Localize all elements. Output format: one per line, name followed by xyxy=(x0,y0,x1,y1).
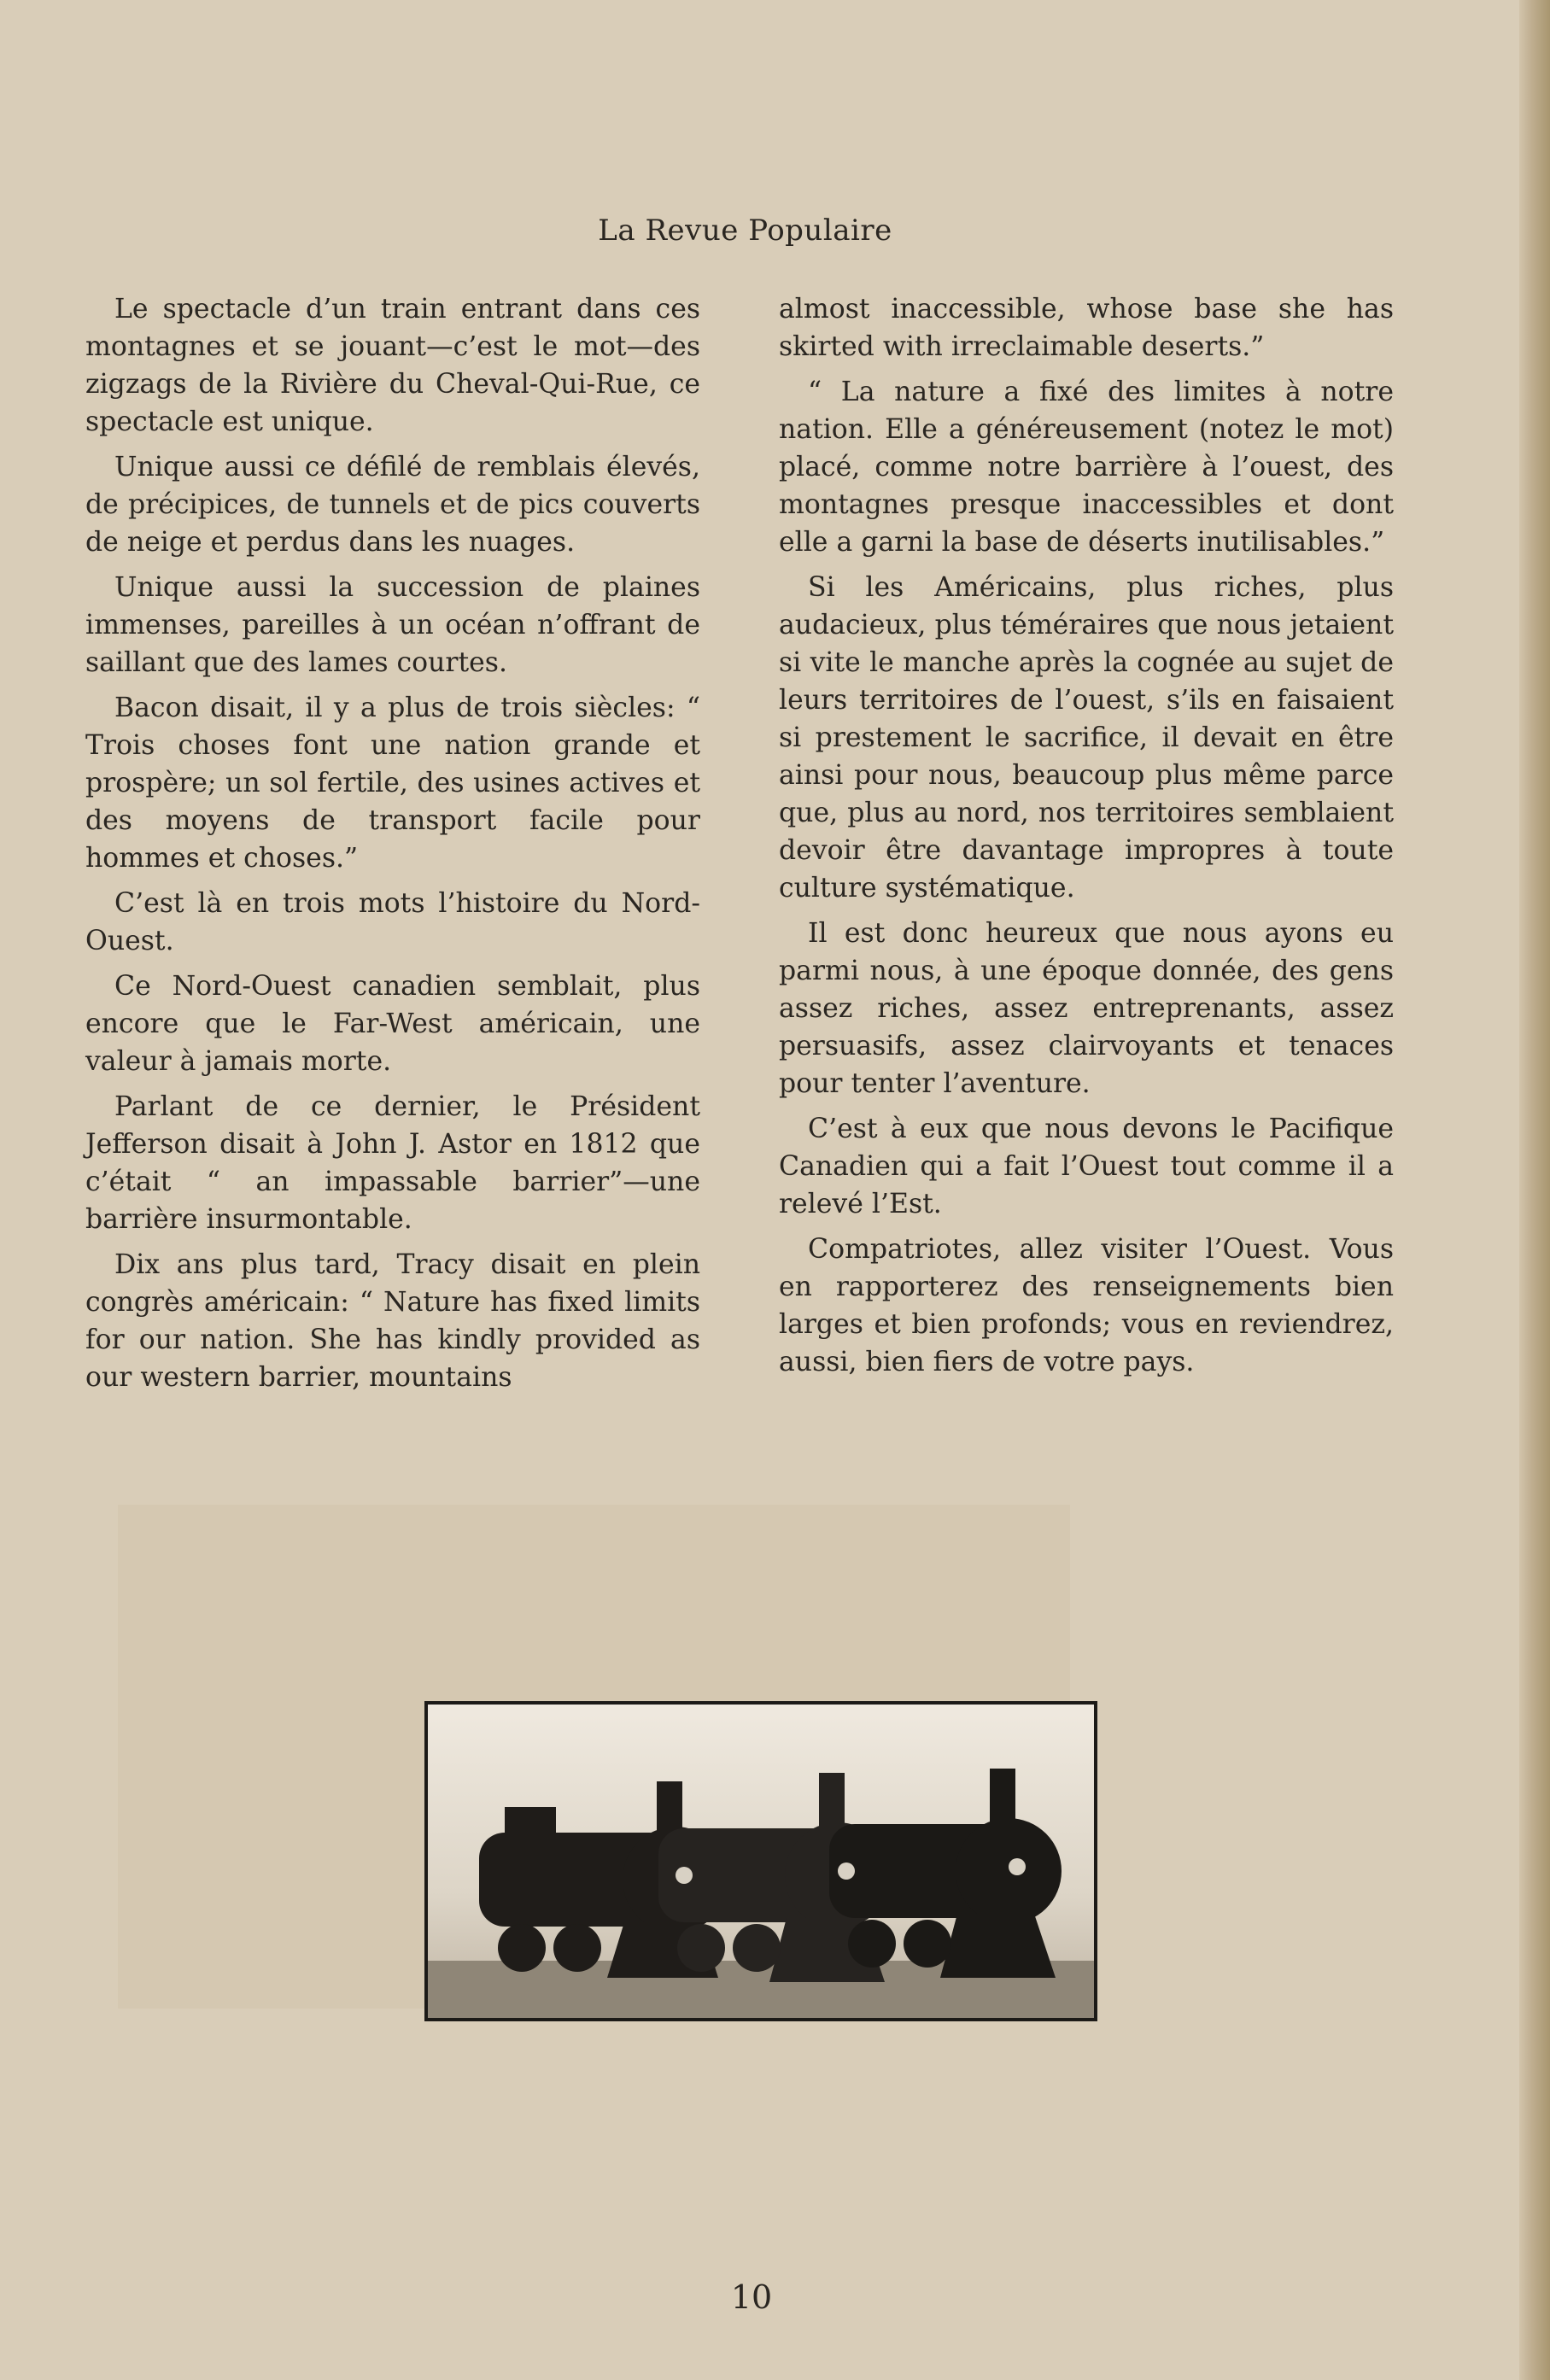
page-edge-shadow xyxy=(1519,0,1550,2380)
page-number: 10 xyxy=(730,2278,773,2316)
paragraph-continuation: almost inaccessible, whose base she has skirted with irreclaimable deserts.” xyxy=(779,294,1394,362)
running-head: La Revue Populaire xyxy=(598,213,892,248)
right-column xyxy=(779,290,1394,1389)
paragraph: Compatriotes, allez visiter l’Ouest. Vous en rapporterez des renseignements bien larges et bien profonds; vous en reviendrez, aussi, bien fiers de votre pays. xyxy=(779,1234,1394,1377)
left-column xyxy=(85,290,700,1404)
paragraph: C’est là en trois mots l’histoire du Nord-Ouest. xyxy=(85,888,700,956)
locomotive-right xyxy=(829,1769,1062,1978)
paragraph: Bacon disait, il y a plus de trois siècles: “ Trois choses font une nation grande et prospère; un sol fertile, des usines actives et des moyens de transport facile pour hommes et choses.” xyxy=(85,693,700,874)
paragraph: “ La nature a fixé des limites à notre nation. Elle a généreusement (notez le mot) placé, comme notre barrière à l’ouest, des montagnes presque inaccessibles et dont elle a garni la base de déserts inutilisables.” xyxy=(779,377,1394,558)
locomotives-illustration xyxy=(428,1705,1094,2018)
paragraph: Si les Américains, plus riches, plus audacieux, plus téméraires que nous jetaient si vite le manche après la cognée au sujet de leurs territoires de l’ouest, s’ils en faisaient si prestement le sacrifice, il devait en être ainsi pour nous, beaucoup plus même parce que, plus au nord, nos territoires semblaient devoir être davantage impropres à toute culture systématique. xyxy=(779,572,1394,903)
paragraph: Ce Nord-Ouest canadien semblait, plus encore que le Far-West américain, une valeur à jamais morte. xyxy=(85,971,700,1077)
paragraph: Le spectacle d’un train entrant dans ces montagnes et se jouant—c’est le mot—des zigzags de la Rivière du Cheval-Qui-Rue, ce spectacle est unique. xyxy=(85,294,700,437)
locomotives-photo xyxy=(424,1701,1097,2021)
paragraph: C’est à eux que nous devons le Pacifique Canadien qui a fait l’Ouest tout comme il a relevé l’Est. xyxy=(779,1114,1394,1219)
paragraph: Dix ans plus tard, Tracy disait en plein congrès américain: “ Nature has fixed limits for our nation. She has kindly provided as our western barrier, mountains xyxy=(85,1249,700,1393)
paragraph: Unique aussi ce défilé de remblais élevés, de précipices, de tunnels et de pics couverts de neige et perdus dans les nuages. xyxy=(85,452,700,558)
paragraph: Unique aussi la succession de plaines immenses, pareilles à un océan n’offrant de saillant que des lames courtes. xyxy=(85,572,700,678)
paragraph: Il est donc heureux que nous ayons eu parmi nous, à une époque donnée, des gens assez riches, assez entreprenants, assez persuasifs, assez clairvoyants et tenaces pour tenter l’aventure. xyxy=(779,918,1394,1099)
paragraph: Parlant de ce dernier, le Président Jefferson disait à John J. Astor en 1812 que c’était “ an impassable barrier”—une barrière insurmontable. xyxy=(85,1091,700,1235)
